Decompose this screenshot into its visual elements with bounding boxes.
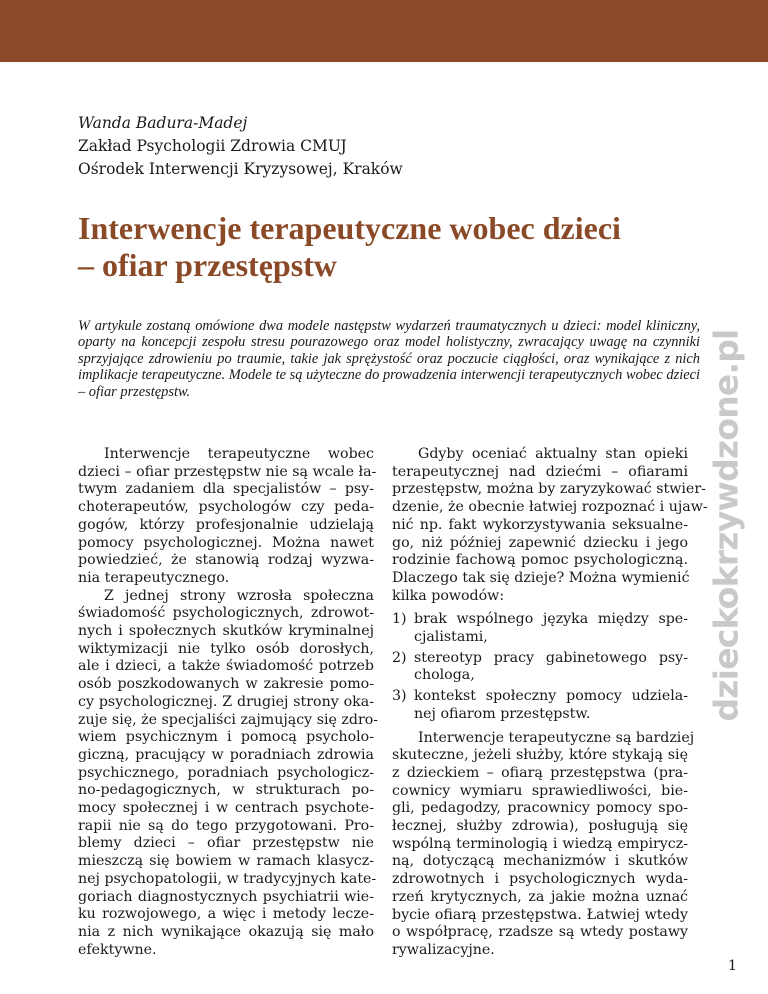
text-line: blemy dzieci – ofiar przestępstw nie	[78, 835, 374, 852]
right-paragraph-1	[392, 446, 708, 605]
author-block	[78, 112, 403, 181]
text-line: świadomość psychologicznych, zdrowot-	[78, 605, 374, 622]
header-color-band	[0, 0, 768, 62]
text-line: nić np. fakt wykorzystywania seksualne-	[392, 516, 688, 533]
text-line: wiktymizacji nie tylko osób dorosłych,	[78, 640, 374, 657]
text-line: twym zadaniem dla specjalistów – psy-	[78, 481, 374, 498]
text-line: rodzinie fachową pomoc psychologiczną.	[392, 552, 688, 569]
text-line: o współpracę, rzadsze są wtedy postawy	[392, 924, 688, 941]
text-line: terapeutycznej nad dziećmi – ofiarami	[392, 463, 688, 480]
text-line: nej psychopatologii, w tradycyjnych kate-	[78, 870, 377, 887]
list-number: 1)	[392, 611, 407, 628]
text-line: bycie ofiarą przestępstwa. Łatwiej wtedy	[392, 906, 688, 923]
right-column	[392, 446, 708, 960]
text-line: rywalizacyjne.	[392, 941, 495, 958]
page-number: 1	[728, 958, 737, 974]
list-number: 2)	[392, 649, 407, 666]
title-line-1: Interwencje terapeutyczne wobec dzieci	[78, 210, 621, 246]
text-line: przestępstw, można by zaryzykować stwier-	[392, 481, 706, 498]
affiliation-center: Ośrodek Interwencji Kryzysowej, Kraków	[78, 160, 403, 178]
list-text: kontekst społeczny pomocy udziela-	[414, 688, 688, 705]
text-line: zuje się, że specjaliści zajmujący się zdro-	[78, 711, 379, 728]
list-text: brak wspólnego języka między spe-	[414, 611, 688, 628]
text-line: go, niż później zapewnić dziecku i jego	[392, 534, 688, 551]
text-line: rapii nie są do tego przygotowani. Pro-	[78, 817, 374, 834]
text-line: mieszczą się bowiem w ramach klasycz-	[78, 853, 374, 870]
text-line: z dzieckiem – ofiarą przestępstwa (pra-	[392, 764, 688, 781]
abstract: W artykule zostaną omówione dwa modele następstw wydarzeń traumatycznych u dzieci: model kliniczny, oparty na koncepcji zespołu stresu pourazowego oraz model holistyczny, zwracający uwagę na czynniki sprzyjające zdrowieniu po traumie, takie jak sprężystość oraz poczucie ciągłości, oraz wynikające z nich implikacje terapeutyczne. Modele te są użyteczne do prowadzenia interwencji terapeutycznych wobec dzieci – ofiar przestępstw.	[78, 318, 700, 400]
left-paragraph-1	[78, 446, 377, 588]
text-line: skuteczne, jeżeli służby, które stykają się	[392, 747, 688, 764]
text-line: osób poszkodowanych w zakresie pomo-	[78, 676, 374, 693]
reasons-list	[392, 611, 688, 723]
text-line: pomocy psychologicznej. Można nawet	[78, 534, 374, 551]
watermark-text: dzieckokrzywdzone.pl	[706, 328, 746, 722]
watermark	[704, 328, 748, 722]
text-line: Z jednej strony wzrosła społeczna	[104, 587, 374, 604]
text-line: cy psychologicznej. Z drugiej strony oka-	[78, 693, 374, 710]
text-line: choterapeutów, psychologów czy peda-	[78, 499, 374, 516]
list-item	[392, 611, 688, 646]
list-number: 3)	[392, 688, 407, 705]
text-line: giczną, pracujący w poradniach zdrowia	[78, 746, 374, 763]
text-line: goriach diagnostycznych psychiatrii wie-	[78, 888, 374, 905]
text-line: nych i społecznych skutków kryminalnej	[78, 623, 374, 640]
text-line: cownicy wymiaru sprawiedliwości, bie-	[392, 782, 688, 799]
list-text: stereotyp pracy gabinetowego psy-	[414, 649, 688, 666]
affiliation-department: Zakład Psychologii Zdrowia CMUJ	[78, 137, 347, 155]
text-line: chologa,	[414, 667, 475, 684]
author-name: Wanda Badura-Madej	[78, 114, 248, 132]
text-line: nej ofiarom przestępstw.	[414, 705, 591, 722]
left-column	[78, 446, 379, 959]
text-line: Interwencje terapeutyczne są bardziej	[418, 729, 695, 746]
title-line-2: – ofiar przestępstw	[78, 247, 337, 283]
text-line	[392, 611, 688, 629]
text-line: mocy społecznej i w centrach psychote-	[78, 800, 374, 817]
list-item	[392, 650, 688, 685]
text-line: kilka powodów:	[392, 587, 505, 604]
text-line: rzeń krytycznych, za jakie można uznać	[392, 888, 688, 905]
text-line: gogów, którzy profesjonalnie udzielają	[78, 516, 374, 533]
text-line: psychicznego, poradniach psychologicz-	[78, 764, 374, 781]
right-paragraph-2	[392, 729, 695, 960]
text-line: łecznej, służby zdrowia), posługują się	[392, 818, 688, 835]
text-line: wspólną terminologią i wiedzą empirycz-	[392, 835, 688, 852]
text-line: efektywne.	[78, 941, 157, 958]
text-line: nia z nich wynikające okazują się mało	[78, 923, 374, 940]
list-item	[392, 688, 688, 723]
text-line: powiedzieć, że stanowią rodzaj wyzwa-	[78, 552, 374, 569]
text-line: no-pedagogicznych, w strukturach po-	[78, 782, 374, 799]
text-line: nia terapeutycznego.	[78, 569, 230, 586]
left-paragraph-2	[78, 587, 379, 960]
text-line: cjalistami,	[414, 629, 488, 646]
text-line: Gdyby oceniać aktualny stan opieki	[418, 446, 688, 462]
text-line: dzenie, że obecnie łatwiej rozpoznać i ujaw-	[392, 499, 708, 516]
text-line: Interwencje terapeutyczne wobec	[104, 446, 374, 462]
article-title	[78, 210, 698, 284]
text-line: gli, pedagodzy, pracownicy pomocy spo-	[392, 800, 688, 817]
text-line: ale i dzieci, a także świadomość potrzeb	[78, 658, 374, 675]
text-line	[392, 650, 688, 668]
text-line: Dlaczego tak się dzieje? Można wymienić	[392, 569, 690, 586]
text-line: dzieci – ofiar przestępstw nie są wcale ła-	[78, 463, 377, 480]
text-line	[392, 688, 688, 706]
text-line: wiem psychicznym i pomocą psycholo-	[78, 729, 374, 746]
text-line: ną, dotyczącą mechanizmów i skutków	[392, 853, 688, 870]
text-line: zdrowotnych i psychologicznych wyda-	[392, 871, 688, 888]
text-line: ku rozwojowego, a więc i metody lecze-	[78, 906, 374, 923]
